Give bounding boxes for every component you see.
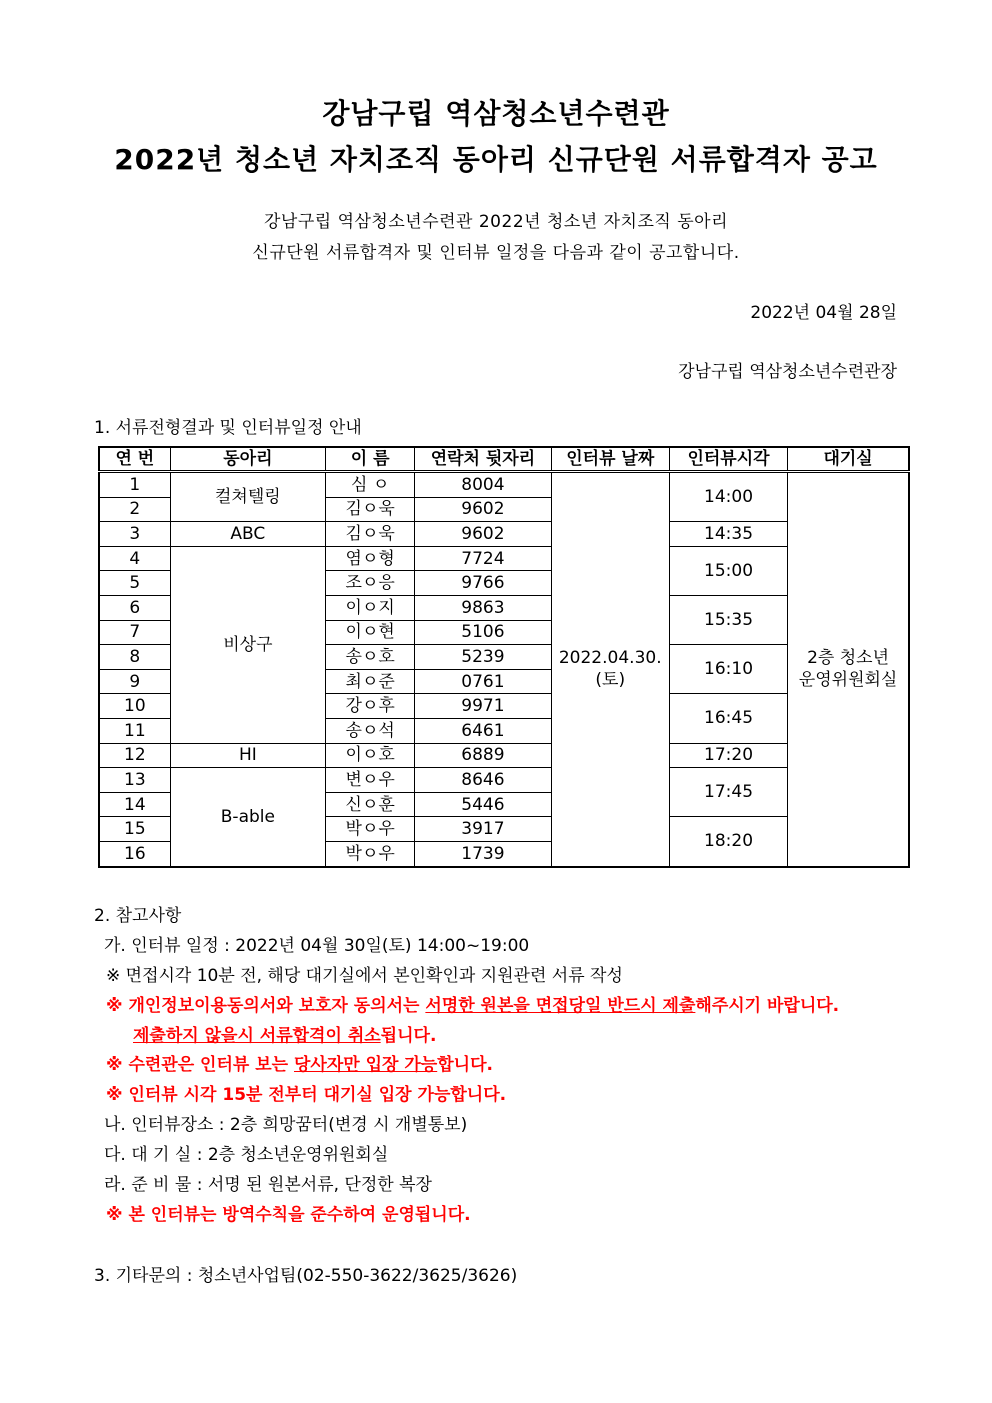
- note-cancel-b: 됩니다.: [380, 1026, 437, 1046]
- note-entry: [106, 1050, 493, 1075]
- row-phone: 5106: [415, 620, 551, 645]
- waiting-room-line2: 운영위원회실: [798, 670, 898, 691]
- time-cell: 14:00: [669, 472, 787, 522]
- row-no: 1: [99, 472, 170, 498]
- table-row: [99, 546, 909, 571]
- row-no: 4: [99, 546, 170, 571]
- time-cell: 16:10: [669, 645, 787, 694]
- item-interview-schedule: 가. 인터뷰 일정 : 2022년 04월 30일(토) 14:00~19:00: [104, 936, 530, 956]
- interview-date-line1: 2022.04.30.: [558, 648, 662, 669]
- waiting-room-cell: [788, 472, 909, 867]
- row-phone: 9863: [415, 595, 551, 620]
- note-consent-a: ※ 개인정보이용동의서와 보호자 동의서는: [106, 996, 426, 1016]
- note-pre-interview: ※ 면접시각 10분 전, 해당 대기실에서 본인확인과 지원관련 서류 작성: [106, 966, 623, 986]
- row-no: 8: [99, 645, 170, 670]
- row-phone: 9971: [415, 694, 551, 719]
- row-phone: 6461: [415, 718, 551, 743]
- col-header: 연 번: [99, 447, 170, 472]
- table-header-row: [99, 447, 909, 472]
- row-name: 송ㅇ석: [326, 718, 415, 743]
- row-no: 13: [99, 768, 170, 793]
- time-cell: 15:00: [669, 546, 787, 595]
- row-name: 이ㅇ호: [326, 743, 415, 768]
- row-phone: 0761: [415, 669, 551, 694]
- row-name: 김ㅇ욱: [326, 497, 415, 522]
- club-cell: B-able: [170, 768, 325, 867]
- announcement-date: 2022년 04월 28일: [750, 303, 897, 323]
- time-cell: 14:35: [669, 522, 787, 547]
- col-header: 동아리: [170, 447, 325, 472]
- row-no: 15: [99, 817, 170, 842]
- row-no: 7: [99, 620, 170, 645]
- time-cell: 17:45: [669, 768, 787, 817]
- row-no: 14: [99, 792, 170, 817]
- row-name: 김ㅇ욱: [326, 522, 415, 547]
- note-waiting-entry: ※ 인터뷰 시각 15분 전부터 대기실 입장 가능합니다.: [106, 1085, 507, 1105]
- row-no: 3: [99, 522, 170, 547]
- col-header: 대기실: [788, 447, 909, 472]
- note-cancel-a: 제출하지 않을시 서류합격이 취소: [133, 1026, 381, 1046]
- note-quarantine: ※ 본 인터뷰는 방역수칙을 준수하여 운영됩니다.: [106, 1205, 471, 1225]
- row-phone: 8646: [415, 768, 551, 793]
- table-row: [99, 743, 909, 768]
- time-cell: 16:45: [669, 694, 787, 743]
- row-name: 염ㅇ형: [326, 546, 415, 571]
- item-preparation: 라. 준 비 물 : 서명 된 원본서류, 단정한 복장: [104, 1175, 432, 1195]
- note-cancel: [133, 1021, 436, 1046]
- waiting-room-line1: 2층 청소년: [807, 648, 890, 669]
- note-consent-forms: [106, 991, 839, 1016]
- row-no: 12: [99, 743, 170, 768]
- club-cell: 컬쳐텔링: [170, 472, 325, 522]
- row-name: 강ㅇ후: [326, 694, 415, 719]
- item-waiting-room: 다. 대 기 실 : 2층 청소년운영위원회실: [104, 1145, 389, 1165]
- row-no: 6: [99, 595, 170, 620]
- club-cell: HI: [170, 743, 325, 768]
- col-header: 인터뷰시각: [669, 447, 787, 472]
- table-row: [99, 472, 909, 498]
- col-header: 인터뷰 날짜: [551, 447, 669, 472]
- row-name: 이ㅇ지: [326, 595, 415, 620]
- results-table: [98, 446, 910, 868]
- row-name: 이ㅇ현: [326, 620, 415, 645]
- row-phone: 9602: [415, 522, 551, 547]
- note-consent-b: 서명한 원본을 면접당일 반드시 제출: [425, 996, 696, 1016]
- col-header: 연락처 뒷자리: [415, 447, 551, 472]
- row-name: 조ㅇ응: [326, 571, 415, 596]
- interview-date-cell: [551, 472, 669, 867]
- note-entry-a: ※ 수련관은 인터뷰 보는: [106, 1055, 294, 1075]
- row-phone: 3917: [415, 817, 551, 842]
- row-name: 송ㅇ호: [326, 645, 415, 670]
- section1-heading: 1. 서류전형결과 및 인터뷰일정 안내: [94, 418, 362, 438]
- row-name: 변ㅇ우: [326, 768, 415, 793]
- intro-line1: 강남구립 역삼청소년수련관 2022년 청소년 자치조직 동아리: [264, 212, 728, 232]
- table-row: [99, 768, 909, 793]
- row-name: 박ㅇ우: [326, 817, 415, 842]
- club-cell: ABC: [170, 522, 325, 547]
- row-phone: 6889: [415, 743, 551, 768]
- time-cell: 15:35: [669, 595, 787, 644]
- issuer: 강남구립 역삼청소년수련관장: [678, 362, 897, 382]
- row-name: 신ㅇ훈: [326, 792, 415, 817]
- note-entry-b: 당사자만 입장 가능: [294, 1055, 438, 1075]
- row-no: 2: [99, 497, 170, 522]
- section3-contact: 3. 기타문의 : 청소년사업팀(02-550-3622/3625/3626): [94, 1266, 518, 1286]
- page-title-line2: 2022년 청소년 자치조직 동아리 신규단원 서류합격자 공고: [114, 143, 878, 176]
- time-cell: 18:20: [669, 817, 787, 867]
- row-name: 심 ㅇ: [326, 472, 415, 498]
- row-no: 5: [99, 571, 170, 596]
- row-phone: 8004: [415, 472, 551, 498]
- row-phone: 9766: [415, 571, 551, 596]
- row-phone: 9602: [415, 497, 551, 522]
- row-phone: 5446: [415, 792, 551, 817]
- row-name: 박ㅇ우: [326, 841, 415, 866]
- row-phone: 5239: [415, 645, 551, 670]
- intro-line2: 신규단원 서류합격자 및 인터뷰 일정을 다음과 같이 공고합니다.: [252, 243, 740, 263]
- item-interview-place: 나. 인터뷰장소 : 2층 희망꿈터(변경 시 개별통보): [104, 1115, 468, 1135]
- col-header: 이 름: [326, 447, 415, 472]
- note-consent-c: 해주시기 바랍니다.: [695, 996, 840, 1016]
- table-row: [99, 522, 909, 547]
- row-no: 9: [99, 669, 170, 694]
- row-phone: 7724: [415, 546, 551, 571]
- row-no: 10: [99, 694, 170, 719]
- club-cell: 비상구: [170, 546, 325, 743]
- page-title-line1: 강남구립 역삼청소년수련관: [322, 97, 670, 130]
- row-phone: 1739: [415, 841, 551, 866]
- row-no: 11: [99, 718, 170, 743]
- section2-heading: 2. 참고사항: [94, 906, 182, 926]
- row-name: 최ㅇ준: [326, 669, 415, 694]
- row-no: 16: [99, 841, 170, 866]
- note-entry-c: 합니다.: [437, 1055, 493, 1075]
- interview-date-line2: (토): [595, 670, 626, 691]
- time-cell: 17:20: [669, 743, 787, 768]
